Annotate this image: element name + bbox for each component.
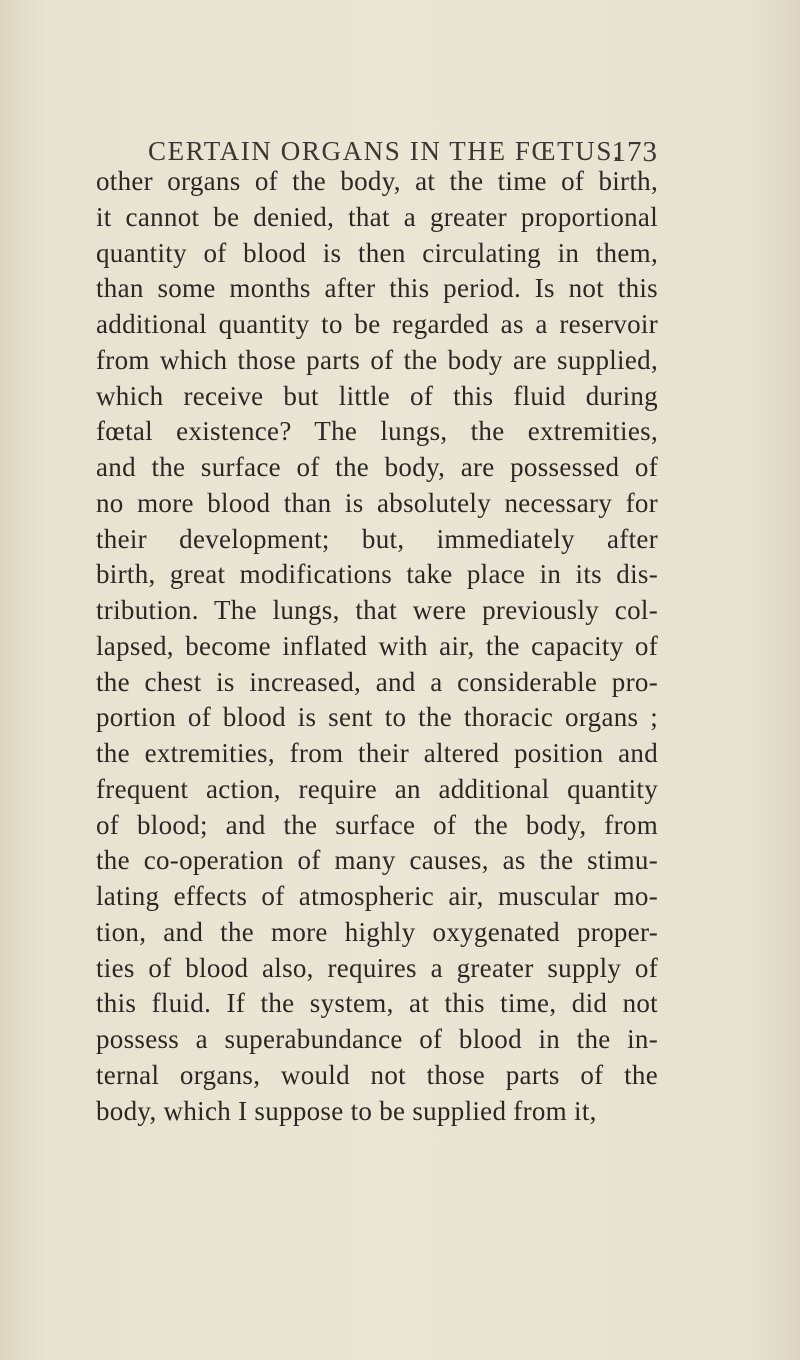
text-line: the co-operation of many causes, as the stimu- <box>96 845 658 876</box>
text-line: tion, and the more highly oxygenated proper- <box>96 916 658 947</box>
page-number: 173 <box>611 136 658 168</box>
text-line: ternal organs, would not those parts of the <box>96 1059 658 1090</box>
text-line: it cannot be denied, that a greater proportional <box>96 201 658 232</box>
text-line: from which those parts of the body are supplied, <box>96 344 658 375</box>
text-line: portion of blood is sent to the thoracic organs ; <box>96 702 658 733</box>
text-line: lapsed, become inflated with air, the capacity of <box>96 630 658 661</box>
running-head-title: CERTAIN ORGANS IN THE FŒTUS. <box>148 136 622 166</box>
text-line: birth, great modifications take place in its dis- <box>96 559 658 590</box>
text-line: and the surface of the body, are possessed of <box>96 452 658 482</box>
text-line: additional quantity to be regarded as a reservoir <box>96 309 658 339</box>
text-line: this fluid. If the system, at this time, did not <box>96 988 658 1019</box>
text-line: ties of blood also, requires a greater supply of <box>96 952 658 983</box>
text-line: the extremities, from their altered position and <box>96 738 658 768</box>
text-line: no more blood than is absolutely necessary for <box>96 487 658 518</box>
text-line: of blood; and the surface of the body, from <box>96 809 658 840</box>
text-line: which receive but little of this fluid during <box>96 380 658 411</box>
text-line: quantity of blood is then circulating in them, <box>96 237 658 268</box>
text-line: the chest is increased, and a considerable pro- <box>96 666 658 697</box>
text-line: their development; but, immediately after <box>96 523 658 554</box>
text-line: body, which I suppose to be supplied from it, <box>96 1095 597 1126</box>
text-line: possess a superabundance of blood in the in- <box>96 1024 658 1054</box>
text-line: lating effects of atmospheric air, muscular mo- <box>96 881 658 911</box>
body-text <box>96 164 658 1129</box>
text-line: tribution. The lungs, that were previously col- <box>96 595 658 625</box>
text-line: other organs of the body, at the time of birth, <box>96 166 658 196</box>
text-line: frequent action, require an additional quantity <box>96 773 658 804</box>
text-line: fœtal existence? The lungs, the extremities, <box>96 416 658 447</box>
text-line: than some months after this period. Is not this <box>96 273 658 304</box>
